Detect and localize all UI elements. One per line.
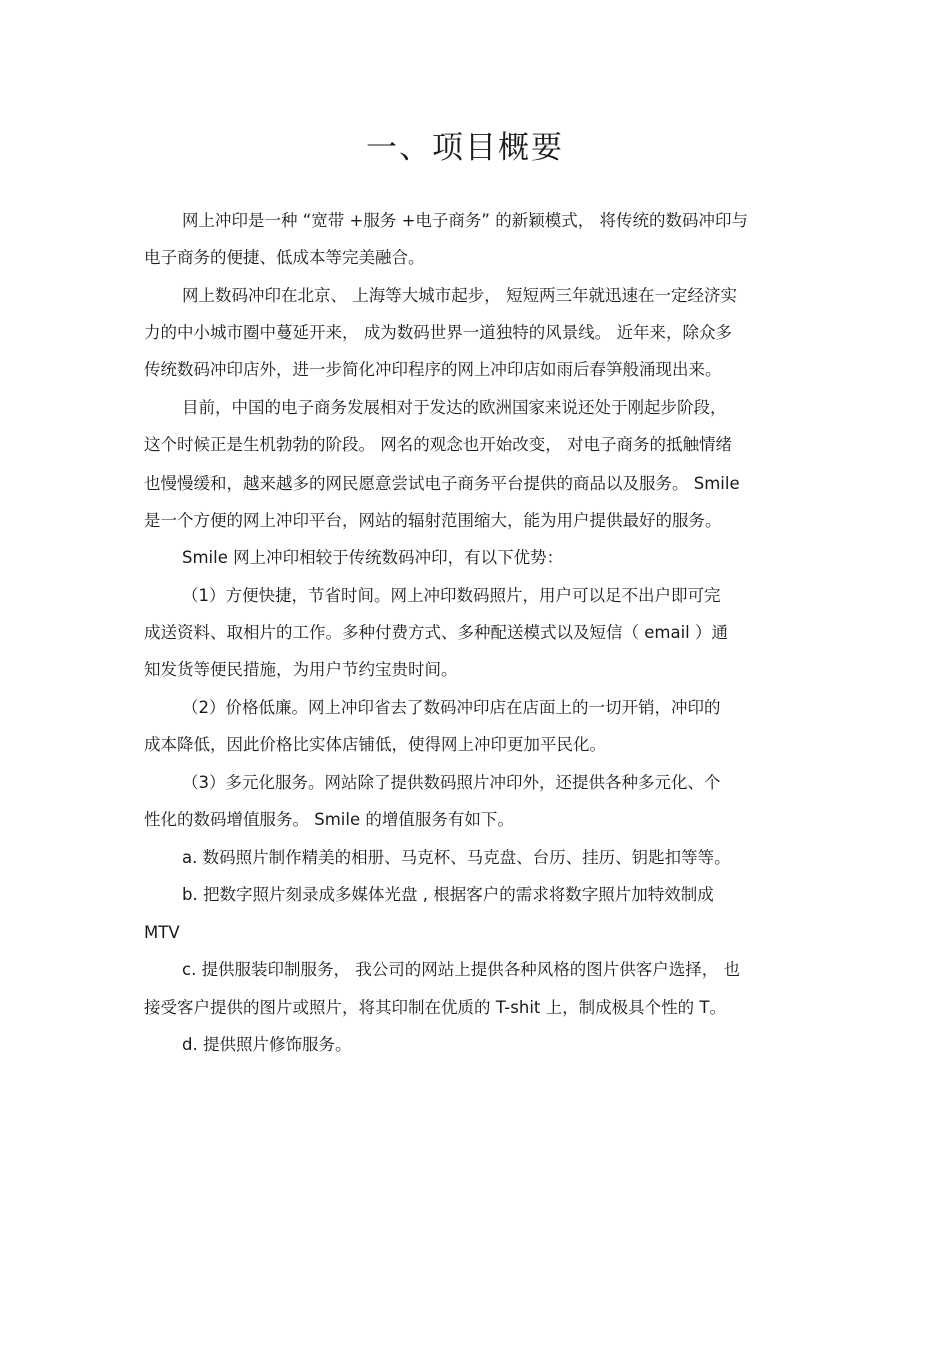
list-item-line: a. 数码照片制作精美的相册、马克杯、马克盘、台历、挂历、钥匙扣等等。 bbox=[182, 848, 731, 867]
paragraph-line: 力的中小城市圈中蔓延开来， 成为数码世界一道独特的风景线。 近年来，除众多 bbox=[144, 323, 732, 342]
paragraph-line: 目前，中国的电子商务发展相对于发达的欧洲国家来说还处于刚起步阶段， bbox=[182, 398, 727, 417]
paragraph-line: Smile 网上冲印相较于传统数码冲印，有以下优势： bbox=[182, 548, 564, 567]
paragraph-line: 性化的数码增值服务。 Smile 的增值服务有如下。 bbox=[144, 810, 514, 829]
list-item-line: （3）多元化服务。网站除了提供数码照片冲印外，还提供各种多元化、个 bbox=[182, 773, 721, 792]
paragraph-line: 网上冲印是一种 “宽带 +服务 +电子商务” 的新颖模式， 将传统的数码冲印与 bbox=[182, 211, 748, 230]
list-item-line: d. 提供照片修饰服务。 bbox=[182, 1035, 352, 1054]
paragraph-line: 成本降低，因此价格比实体店铺低，使得网上冲印更加平民化。 bbox=[144, 735, 606, 754]
page-title: 一、项目概要 bbox=[366, 130, 564, 166]
paragraph-line: 也慢慢缓和，越来越多的网民愿意尝试电子商务平台提供的商品以及服务。 Smile bbox=[144, 474, 740, 493]
paragraph-line: 接受客户提供的图片或照片，将其印制在优质的 T-shit 上，制成极具个性的 T。 bbox=[144, 998, 726, 1017]
paragraph-line: 这个时候正是生机勃勃的阶段。 网名的观念也开始改变， 对电子商务的抵触情绪 bbox=[144, 435, 732, 454]
list-item-line: b. 把数字照片刻录成多媒体光盘 , 根据客户的需求将数字照片加特效制成 bbox=[182, 885, 714, 904]
paragraph-line: 成送资料、取相片的工作。多种付费方式、多种配送模式以及短信（ email ）通 bbox=[144, 623, 728, 642]
paragraph-line: 是一个方便的网上冲印平台，网站的辐射范围缩大，能为用户提供最好的服务。 bbox=[144, 511, 722, 530]
list-item-line: （1）方便快捷，节省时间。网上冲印数码照片，用户可以足不出户即可完 bbox=[182, 586, 721, 605]
list-item-line: c. 提供服装印制服务， 我公司的网站上提供各种风格的图片供客户选择， 也 bbox=[182, 960, 741, 979]
paragraph-line: 传统数码冲印店外，进一步简化冲印程序的网上冲印店如雨后春笋般涌现出来。 bbox=[144, 360, 722, 379]
paragraph-line: MTV bbox=[144, 923, 180, 942]
paragraph-line: 知发货等便民措施，为用户节约宝贵时间。 bbox=[144, 660, 458, 679]
paragraph-line: 网上数码冲印在北京、 上海等大城市起步， 短短两三年就迅速在一定经济实 bbox=[182, 286, 737, 305]
list-item-line: （2）价格低廉。网上冲印省去了数码冲印店在店面上的一切开销，冲印的 bbox=[182, 698, 721, 717]
paragraph-line: 电子商务的便捷、低成本等完美融合。 bbox=[144, 248, 425, 267]
